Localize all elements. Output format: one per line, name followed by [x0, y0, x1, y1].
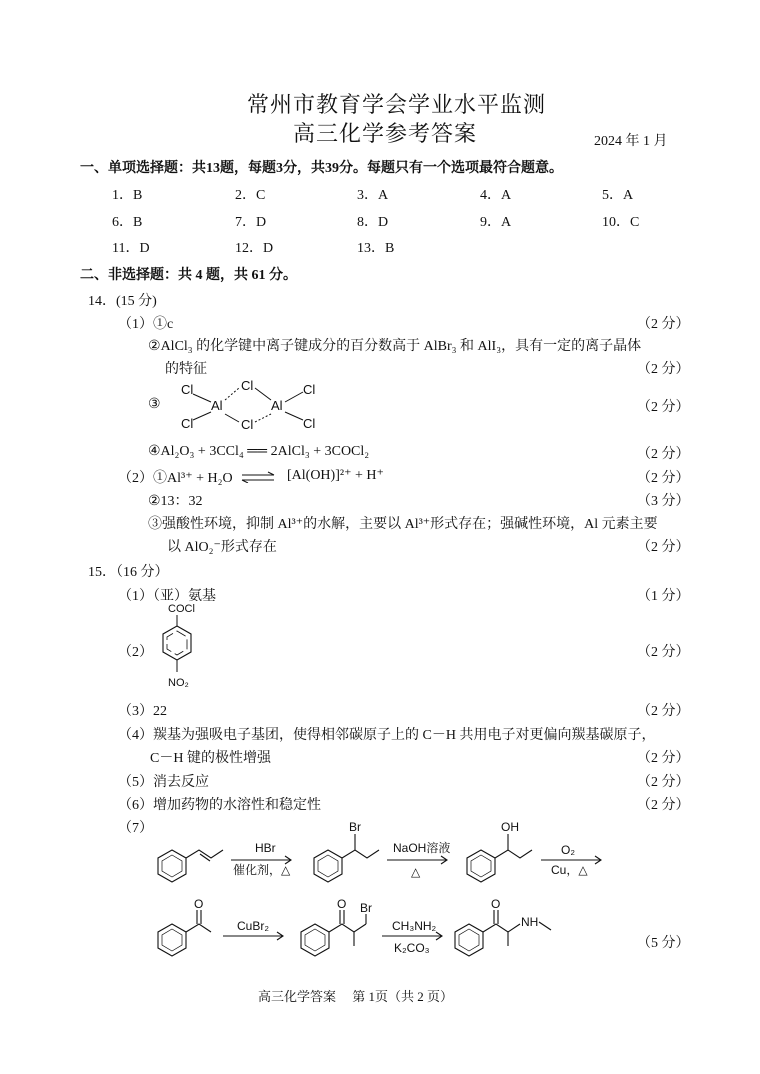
group-nh: NH: [521, 915, 539, 929]
reagent-label: CH₃NH₂: [392, 919, 437, 933]
q14-1-4-score: （2 分）: [637, 447, 690, 462]
q14-1-1-score: （2 分）: [637, 317, 690, 332]
doc-date: 2024 年 1 月: [594, 134, 668, 149]
answer-item: 11．D: [112, 241, 150, 256]
reagent-label: NaOH溶液: [393, 841, 451, 855]
group-br: Br: [349, 820, 361, 834]
answer-item: 7．D: [235, 215, 267, 230]
answer-item: 3．A: [357, 188, 389, 203]
q14-1-1: （1）①c: [118, 317, 174, 332]
q15-5: （5）消去反应: [118, 775, 209, 790]
q14-1-3-label: ③: [148, 397, 161, 412]
q14-label: 14．(15 分): [88, 294, 157, 309]
atom-cl: Cl: [303, 382, 316, 397]
q15-label: 15．（16 分）: [88, 565, 169, 580]
q15-2-score: （2 分）: [637, 645, 690, 660]
q15-1: （1）（亚）氨基: [118, 589, 216, 604]
page-footer: 高三化学答案 第 1页（共 2 页）: [258, 989, 454, 1004]
atom-al: Al: [211, 398, 223, 413]
reagent-label: HBr: [255, 841, 276, 855]
q14-2-2-score: （3 分）: [637, 494, 690, 509]
condition-label: △: [411, 865, 421, 879]
atom-cl: Cl: [241, 417, 254, 432]
group-o: O: [337, 897, 347, 911]
q14-2-3-line2: 以 AlO₂⁻形式存在: [167, 540, 277, 555]
q15-4-line2: C－H 键的极性增强: [150, 751, 271, 766]
answer-item: 5．A: [602, 188, 634, 203]
q14-2-1-right: [Al(OH)]²⁺ + H⁺: [287, 468, 384, 483]
group-br: Br: [360, 901, 372, 915]
answer-item: 6．B: [112, 215, 143, 230]
org-title: 常州市教育学会学业水平监测: [247, 92, 547, 117]
q15-7-score: （5 分）: [637, 936, 690, 951]
answer-item: 8．D: [357, 215, 389, 230]
q15-7-label: （7）: [118, 821, 153, 836]
q15-6-score: （2 分）: [637, 798, 690, 813]
q14-1-2-line1: ②AlCl₃ 的化学键中离子键成分的百分数高于 AlBr₃ 和 AlI₃，具有一定的离子晶体: [148, 339, 642, 354]
q15-1-score: （1 分）: [637, 589, 690, 604]
reagent-label: O₂: [561, 843, 575, 857]
group-o: O: [194, 897, 204, 911]
group-oh: OH: [501, 820, 519, 834]
q14-2-1-score: （2 分）: [637, 471, 690, 486]
q14-2-2: ②13：32: [148, 494, 203, 509]
section1-heading: 一、单项选择题：共13题，每题3分，共39分。每题只有一个选项最符合题意。: [80, 161, 563, 176]
q14-1-2-text: AlCl₃ 的化学键中离子键成分的百分数高于 AlBr₃ 和 AlI₃，具有一定的离子晶体: [160, 339, 642, 354]
reagent-label: K₂CO₃: [394, 941, 430, 955]
atom-cl: Cl: [241, 378, 254, 393]
condition-label: 催化剂，△: [233, 863, 291, 877]
atom-cl: Cl: [181, 416, 194, 431]
q14-1-3-score: （2 分）: [637, 400, 690, 415]
group-cocl: COCl: [168, 603, 195, 615]
q15-2-label: （2）: [118, 645, 153, 660]
atom-cl: Cl: [181, 382, 194, 397]
q15-4-score: （2 分）: [637, 751, 690, 766]
condition-label: Cu，△: [551, 863, 588, 877]
answer-item: 1．B: [112, 188, 143, 203]
q14-2-1-left: （2）①Al³⁺ + H₂O: [118, 471, 233, 486]
answer-item: 12．D: [235, 241, 274, 256]
group-o: O: [491, 897, 501, 911]
q15-4-line1: （4）羰基为强吸电子基团，使得相邻碳原子上的 C－H 共用电子对更偏向羰基碳原子，: [118, 728, 656, 743]
answer-item: 4．A: [480, 188, 512, 203]
group-no2: NO₂: [168, 677, 189, 689]
q14-2-3-score: （2 分）: [637, 540, 690, 555]
q15-3-score: （2 分）: [637, 704, 690, 719]
q14-1-2-score: （2 分）: [637, 362, 690, 377]
atom-cl: Cl: [303, 416, 316, 431]
doc-title: 高三化学参考答案: [293, 121, 478, 146]
al2cl6-dimer-structure: [175, 372, 335, 434]
q15-5-score: （2 分）: [637, 775, 690, 790]
q14-2-3-line1: ③强酸性环境，抑制 Al³⁺的水解，主要以 Al³⁺形式存在；强碱性环境，Al 元素主要: [148, 517, 658, 532]
synthesis-route-diagram: [145, 812, 615, 982]
q15-6: （6）增加药物的水溶性和稳定性: [118, 798, 321, 813]
section2-heading: 二、非选择题：共 4 题，共 61 分。: [80, 268, 297, 283]
q14-1-4: ④Al₂O₃ + 3CCl₄ ══ 2AlCl₃ + 3COCl₂: [148, 444, 370, 459]
atom-al: Al: [271, 398, 283, 413]
reagent-label: CuBr₂: [237, 919, 269, 933]
nitrobenzoyl-chloride-structure: [150, 600, 210, 692]
answer-item: 9．A: [480, 215, 512, 230]
q15-3: （3）22: [118, 704, 167, 719]
answer-item: 13．B: [357, 241, 395, 256]
answer-item: 2．C: [235, 188, 266, 203]
answer-item: 10．C: [602, 215, 640, 230]
q14-1-2-line2: 的特征: [165, 362, 207, 377]
equilibrium-arrow-icon: [240, 471, 276, 483]
